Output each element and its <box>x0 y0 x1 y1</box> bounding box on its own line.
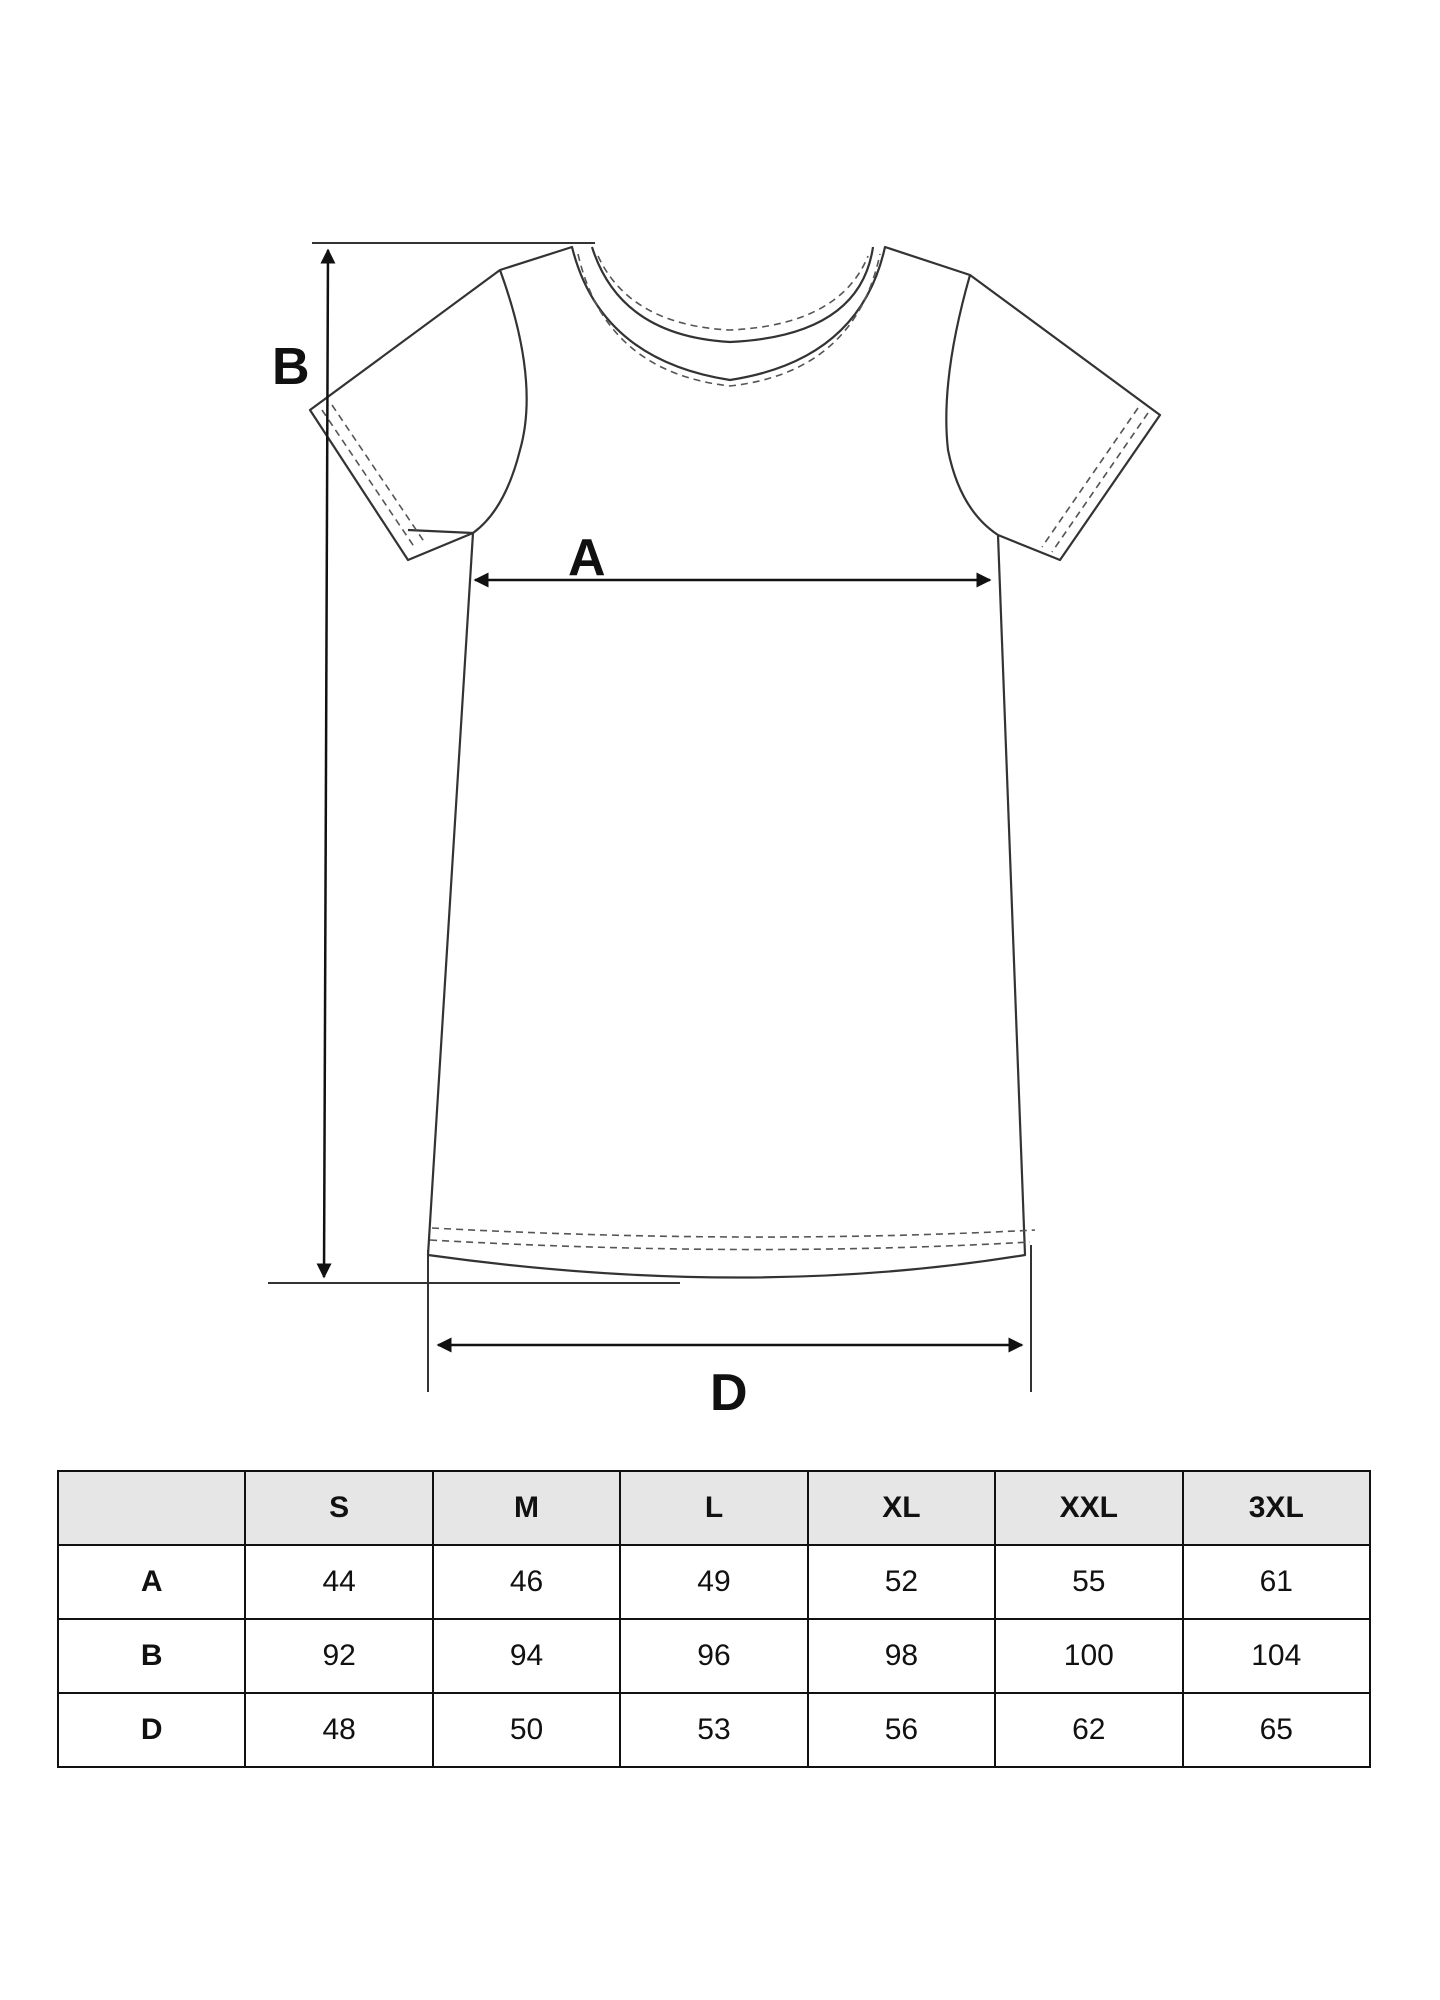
table-cell: 100 <box>995 1619 1182 1693</box>
row-label: B <box>58 1619 245 1693</box>
neck-stitch-inner <box>598 256 868 330</box>
size-header: XL <box>808 1471 995 1545</box>
size-table <box>57 1470 1371 1768</box>
table-cell: 104 <box>1183 1619 1370 1693</box>
neck-band <box>592 247 873 342</box>
left-cuff-stitch <box>322 410 415 548</box>
row-label: A <box>58 1545 245 1619</box>
garment-body <box>310 247 1160 1278</box>
right-cuff-stitch-2 <box>1042 408 1138 547</box>
left-armhole-seam <box>473 270 527 533</box>
table-cell: 92 <box>245 1619 432 1693</box>
table-cell: 56 <box>808 1693 995 1767</box>
b-arrow <box>324 250 328 1277</box>
label-d: D <box>710 1364 748 1422</box>
size-header-row <box>58 1471 1370 1545</box>
corner-cell <box>58 1471 245 1545</box>
table-cell: 61 <box>1183 1545 1370 1619</box>
size-header: M <box>433 1471 620 1545</box>
label-b: B <box>272 338 310 396</box>
stitching <box>322 254 1148 1250</box>
table-cell: 55 <box>995 1545 1182 1619</box>
table-cell: 48 <box>245 1693 432 1767</box>
label-a: A <box>568 529 606 587</box>
garment-outline <box>310 247 1160 1278</box>
left-cuff-stitch-2 <box>332 405 425 543</box>
table-cell: 49 <box>620 1545 807 1619</box>
table-cell: 46 <box>433 1545 620 1619</box>
row-label: D <box>58 1693 245 1767</box>
right-cuff-stitch <box>1052 413 1148 552</box>
left-sleeve-cuff <box>408 530 473 533</box>
neck-stitch-outer <box>578 254 880 386</box>
table-row <box>58 1619 1370 1693</box>
table-cell: 50 <box>433 1693 620 1767</box>
table-row <box>58 1693 1370 1767</box>
table-cell: 94 <box>433 1619 620 1693</box>
hem-stitch <box>432 1228 1035 1237</box>
right-armhole-seam <box>946 275 998 535</box>
size-header: L <box>620 1471 807 1545</box>
hem-stitch-2 <box>430 1240 1030 1250</box>
table-cell: 44 <box>245 1545 432 1619</box>
table-cell: 96 <box>620 1619 807 1693</box>
table-cell: 52 <box>808 1545 995 1619</box>
table-cell: 53 <box>620 1693 807 1767</box>
table-cell: 62 <box>995 1693 1182 1767</box>
size-header: XXL <box>995 1471 1182 1545</box>
table-row <box>58 1545 1370 1619</box>
table-cell: 65 <box>1183 1693 1370 1767</box>
size-header: 3XL <box>1183 1471 1370 1545</box>
size-header: S <box>245 1471 432 1545</box>
table-cell: 98 <box>808 1619 995 1693</box>
dimension-b <box>268 243 680 1283</box>
